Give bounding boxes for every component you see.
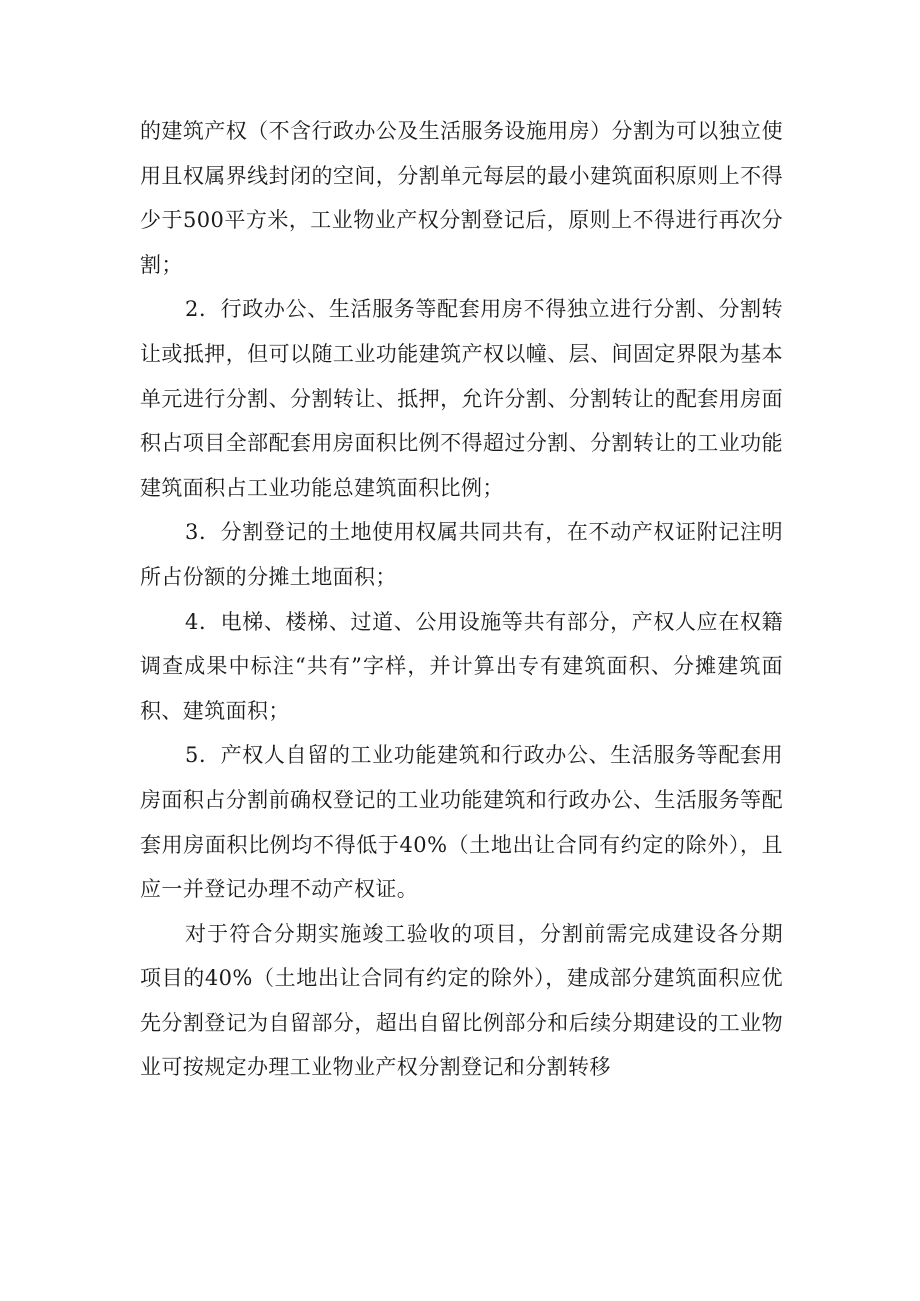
paragraph-item-3: 3．分割登记的土地使用权属共同共有，在不动产权证附记注明所占份额的分摊土地面积；	[140, 520, 783, 589]
body-text	[140, 109, 783, 1090]
paragraph-item-2: 2．行政办公、生活服务等配套用房不得独立进行分割、分割转让或抵押，但可以随工业功能建筑产权以幢、层、间固定界限为基本单元进行分割、分割转让、抵押，允许分割、分割转让的配套用房面积占项目全部配套用房面积比例不得超过分割、分割转让的工业功能建筑面积占工业功能总建筑面积比例；	[140, 297, 783, 500]
paragraph-continuation: 的建筑产权（不含行政办公及生活服务设施用房）分割为可以独立使用且权属界线封闭的空间，分割单元每层的最小建筑面积原则上不得少于500平方米，工业物业产权分割登记后，原则上不得进行再次分割；	[140, 119, 783, 277]
paragraph-item-4: 4．电梯、楼梯、过道、公用设施等共有部分，产权人应在权籍调查成果中标注“共有”字样，并计算出专有建筑面积、分摊建筑面积、建筑面积；	[140, 609, 783, 723]
paragraph-phased-projects: 对于符合分期实施竣工验收的项目，分割前需完成建设各分期项目的40%（土地出让合同有约定的除外），建成部分建筑面积应优先分割登记为自留部分，超出自留比例部分和后续分期建设的工业物业可按规定办理工业物业产权分割登记和分割转移	[140, 921, 783, 1080]
paragraph-item-5: 5．产权人自留的工业功能建筑和行政办公、生活服务等配套用房面积占分割前确权登记的工业功能建筑和行政办公、生活服务等配套用房面积比例均不得低于40%（土地出让合同有约定的除外），且应一并登记办理不动产权证。	[140, 743, 783, 902]
